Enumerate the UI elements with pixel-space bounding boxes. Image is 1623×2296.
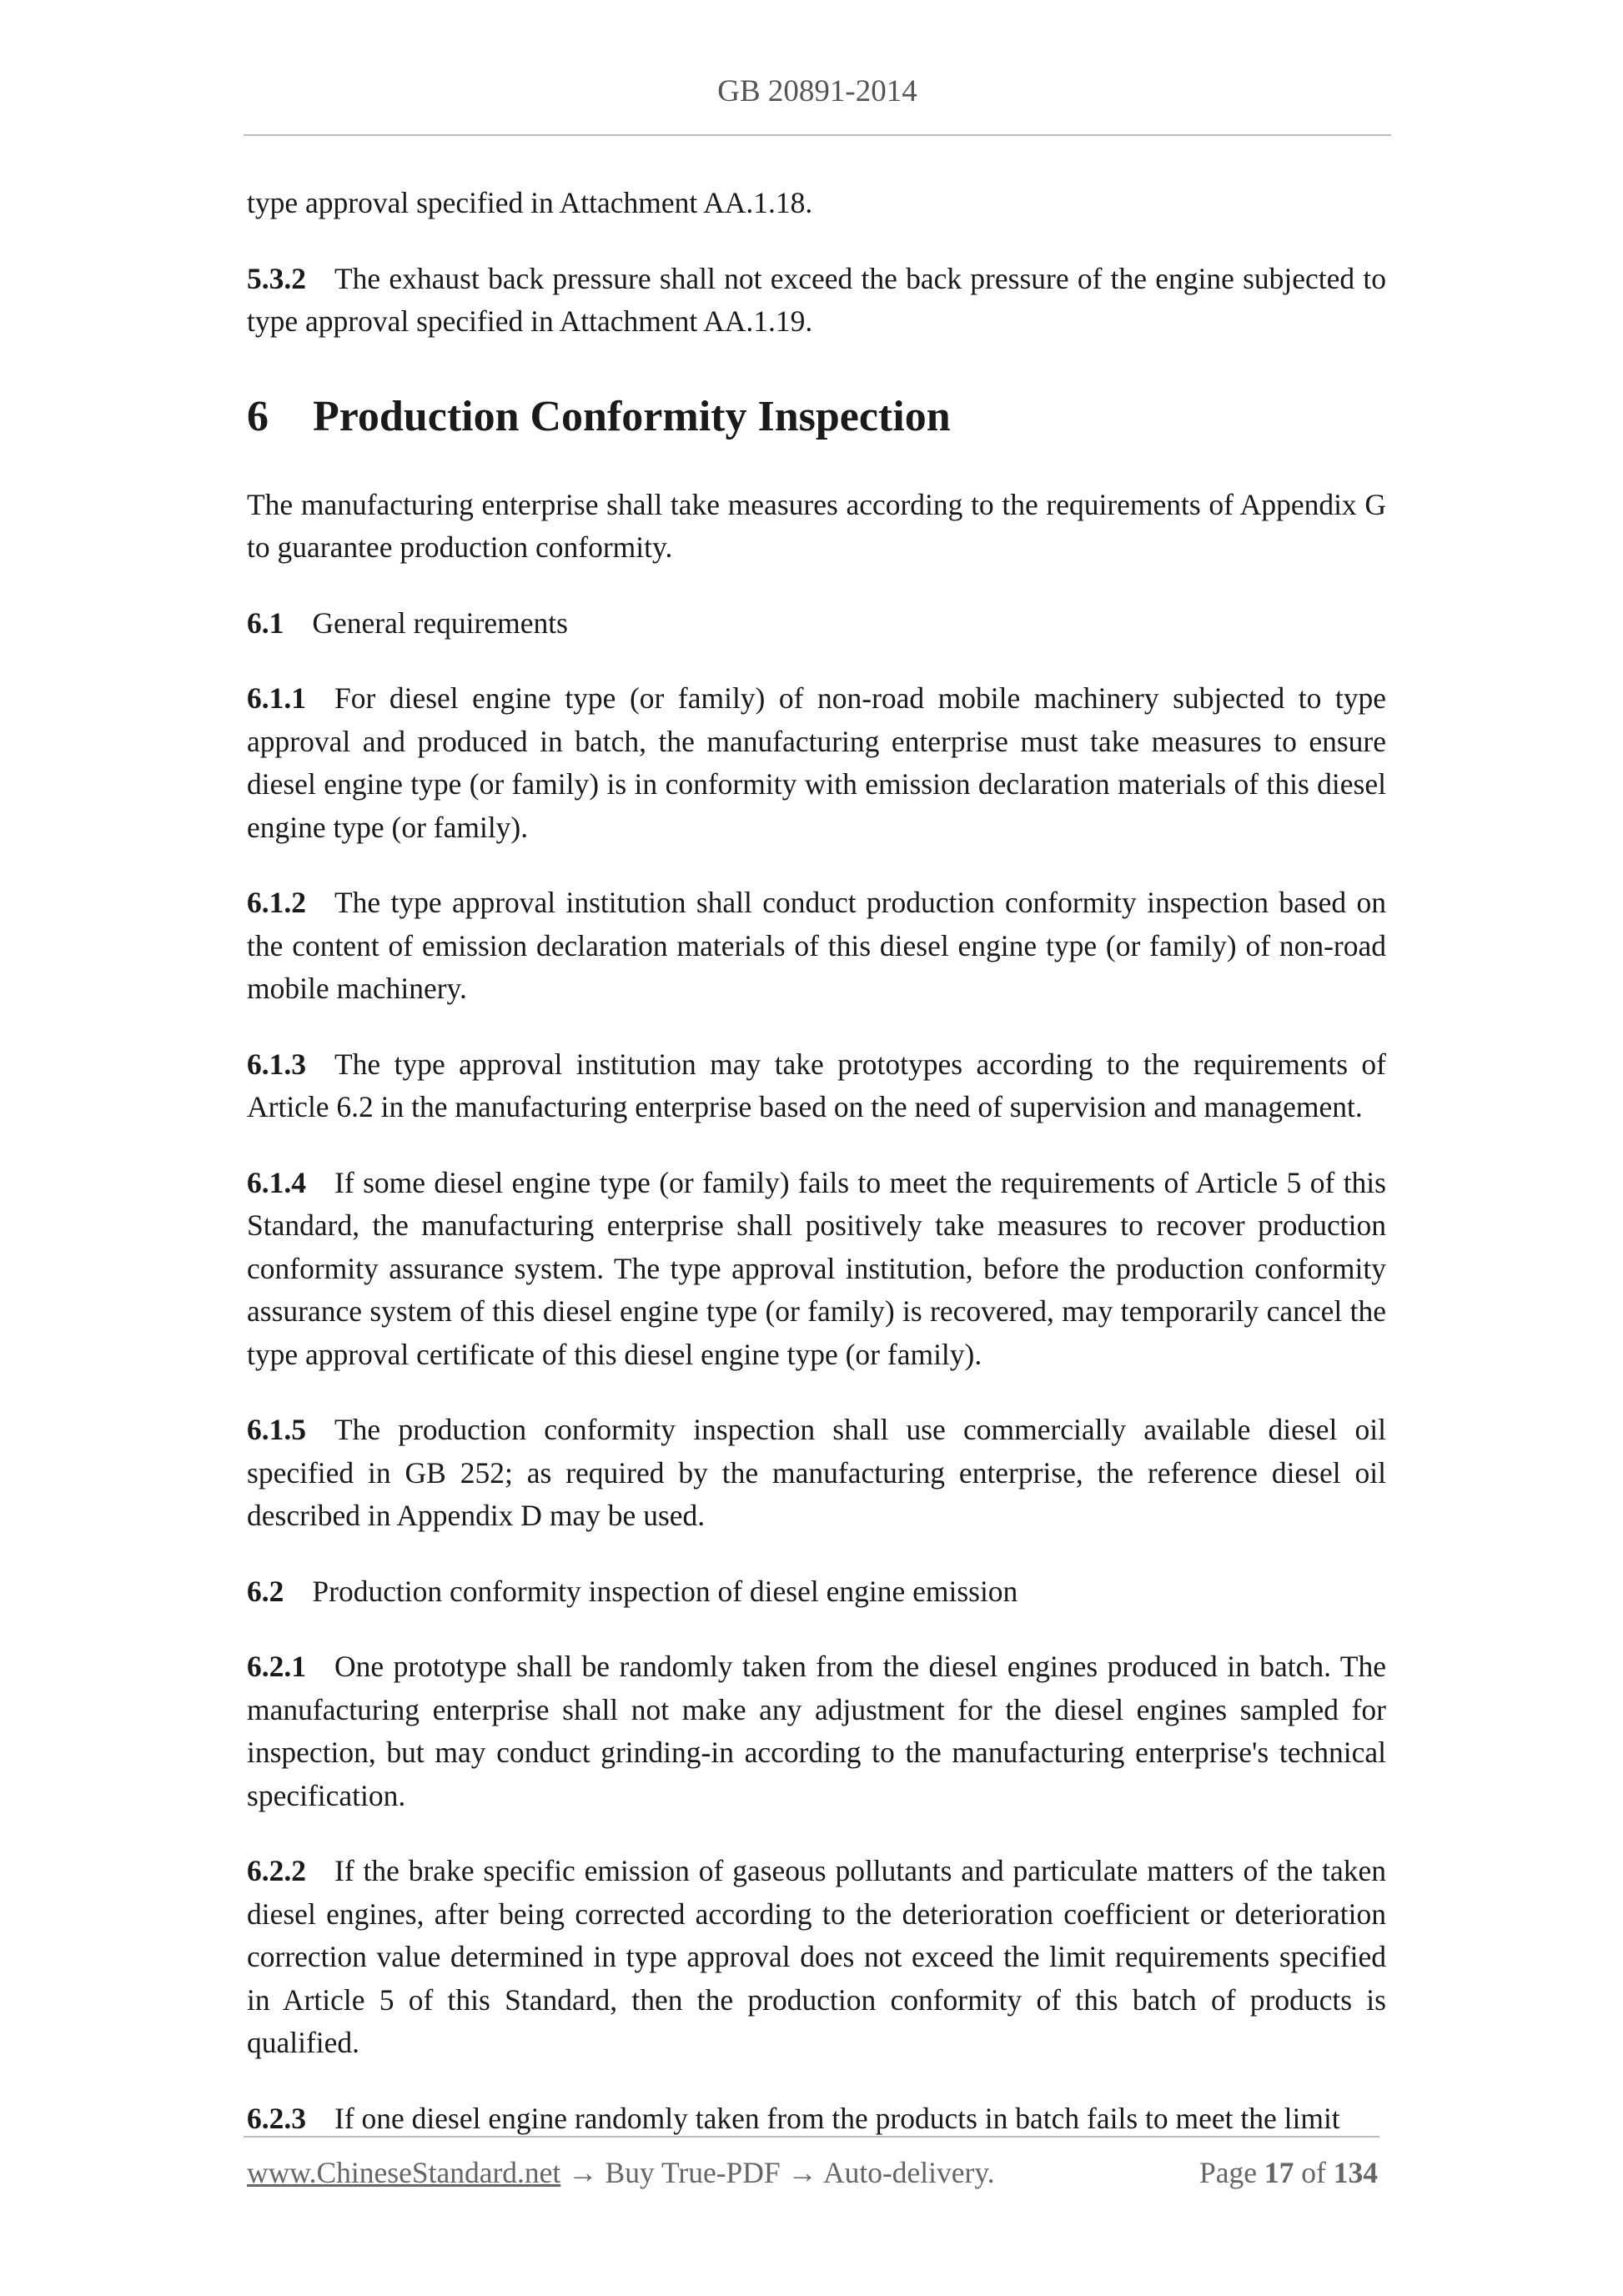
- clause-text: For diesel engine type (or family) of non-road mobile machinery subjected to type approval and produced in batch, the manufacturing enterprise must take measures to ensure diesel engine type (or family) is in conformity with emission declaration materials of this diesel engine type (or family).: [247, 681, 1386, 844]
- section-title: Production Conformity Inspection: [313, 392, 951, 440]
- clause-text: The exhaust back pressure shall not exceed the back pressure of the engine subjected to type approval specified in Attachment AA.1.19.: [247, 261, 1386, 338]
- clause-number: 6.2.1: [247, 1650, 306, 1683]
- clause-6-1-3: [247, 1043, 1386, 1129]
- clause-number: 6.1.3: [247, 1047, 306, 1081]
- delivery-text: Auto-delivery.: [822, 2156, 995, 2189]
- paragraph-text: type approval specified in Attachment AA.1.18.: [247, 186, 813, 219]
- page-footer: [247, 2155, 1378, 2197]
- clause-number: 6.1.1: [247, 681, 306, 715]
- clause-text: The production conformity inspection shall use commercially available diesel oil specified in GB 252; as required by the manufacturing enterprise, the reference diesel oil described in Appendix D may be used.: [247, 1413, 1386, 1532]
- section-intro: [247, 484, 1386, 570]
- clause-text: If some diesel engine type (or family) fails to meet the requirements of Article 5 of this Standard, the manufacturing enterprise shall positively take measures to recover production conformity assurance system. The type approval institution, before the production conformity assurance system of this diesel engine type (or family) is recovered, may temporarily cancel the type approval certificate of this diesel engine type (or family).: [247, 1165, 1386, 1371]
- clause-text: If one diesel engine randomly taken from the products in batch fails to meet the limit: [334, 2101, 1340, 2135]
- clause-text: Production conformity inspection of diesel engine emission: [312, 1574, 1018, 1608]
- subsection-6-2: [247, 1570, 1386, 1614]
- arrow-right-icon: →: [568, 2156, 598, 2189]
- page-total: 134: [1333, 2156, 1378, 2189]
- clause-6-1-1: [247, 677, 1386, 849]
- site-link[interactable]: www.ChineseStandard.net: [247, 2156, 561, 2189]
- clause-text: If the brake specific emission of gaseous pollutants and particulate matters of the taken diesel engines, after being corrected according to the deterioration coefficient or deterioration correction value determined in type approval does not exceed the limit requirements specified in Article 5 of this Standard, then the production conformity of this batch of products is qualified.: [247, 1854, 1386, 2059]
- clause-text: One prototype shall be randomly taken from the diesel engines produced in batch. The manufacturing enterprise shall not make any adjustment for the diesel engines sampled for inspection, but may conduct grinding-in according to the manufacturing enterprise's technical specification.: [247, 1650, 1386, 1812]
- of-label: of: [1301, 2156, 1326, 2189]
- clause-number: 5.3.2: [247, 261, 306, 295]
- buy-text: Buy True-PDF: [605, 2156, 781, 2189]
- clause-number: 6.2.2: [247, 1854, 306, 1887]
- clause-6-2-2: [247, 1850, 1386, 2065]
- arrow-right-icon: →: [787, 2156, 818, 2189]
- subsection-6-1: [247, 602, 1386, 646]
- clause-6-2-3: [247, 2098, 1386, 2141]
- paragraph-text: The manufacturing enterprise shall take measures according to the requirements of Appendix G to guarantee production conformity.: [247, 487, 1386, 564]
- page-indicator: [1199, 2155, 1378, 2190]
- page-number: 17: [1264, 2156, 1294, 2189]
- page-label: Page: [1199, 2156, 1258, 2189]
- clause-6-1-5: [247, 1409, 1386, 1538]
- clause-6-1-4: [247, 1162, 1386, 1377]
- clause-number: 6.2.3: [247, 2101, 306, 2135]
- footer-promo: [247, 2155, 995, 2190]
- clause-number: 6.1.5: [247, 1413, 306, 1446]
- clause-number: 6.1: [247, 605, 284, 640]
- clause-5-3-2: [247, 258, 1386, 344]
- clause-text: The type approval institution may take prototypes according to the requirements of Article 6.2 in the manufacturing enterprise based on the need of supervision and management.: [247, 1047, 1386, 1123]
- document-body: [247, 182, 1386, 2173]
- clause-text: The type approval institution shall conduct production conformity inspection based on the content of emission declaration materials of this diesel engine type (or family) of non-road mobile machinery.: [247, 886, 1386, 1005]
- section-heading: [247, 389, 1386, 445]
- page-header: GB 20891-2014: [717, 74, 917, 108]
- clause-6-1-2: [247, 882, 1386, 1011]
- clause-number: 6.2: [247, 1574, 284, 1608]
- paragraph-continuation: [247, 182, 1386, 225]
- clause-6-2-1: [247, 1645, 1386, 1817]
- header-divider: [244, 134, 1391, 136]
- clause-number: 6.1.4: [247, 1165, 306, 1199]
- clause-text: General requirements: [312, 605, 568, 640]
- section-number: 6: [247, 392, 269, 440]
- clause-number: 6.1.2: [247, 886, 306, 919]
- footer-divider: [244, 2136, 1379, 2138]
